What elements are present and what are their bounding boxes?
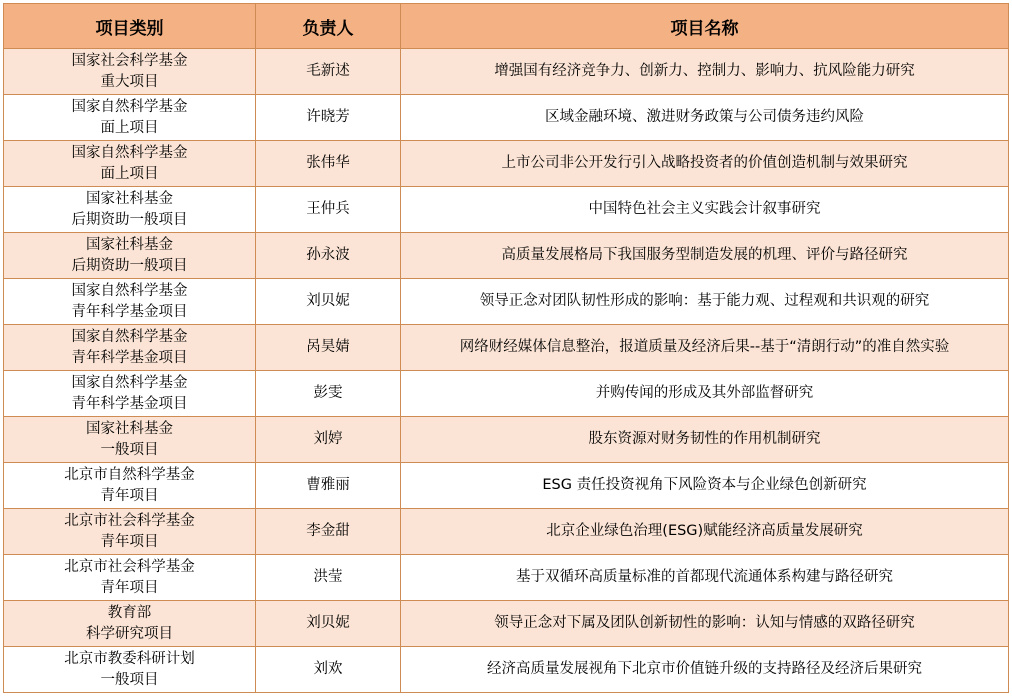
category-cell xyxy=(4,463,256,509)
projects-table-container xyxy=(3,3,1008,693)
table-row xyxy=(4,417,1009,463)
leader-cell: 曹雅丽 xyxy=(256,463,401,509)
category-cell xyxy=(4,49,256,95)
category-line-2: 青年科学基金项目 xyxy=(71,395,188,412)
project-name-cell: 网络财经媒体信息整治，报道质量及经济后果--基于“清朗行动”的准自然实验 xyxy=(401,325,1009,371)
header-project-name: 项目名称 xyxy=(401,4,1009,49)
table-row xyxy=(4,95,1009,141)
leader-cell: 刘贝妮 xyxy=(256,601,401,647)
category-line-2: 青年项目 xyxy=(100,579,159,596)
category-line-1: 国家社科基金 xyxy=(86,420,173,437)
project-name-cell: 区域金融环境、激进财务政策与公司债务违约风险 xyxy=(401,95,1009,141)
category-cell xyxy=(4,647,256,693)
table-row xyxy=(4,601,1009,647)
category-line-2: 青年项目 xyxy=(100,487,159,504)
project-name-cell: 基于双循环高质量标准的首都现代流通体系构建与路径研究 xyxy=(401,555,1009,601)
table-header xyxy=(4,4,1009,49)
category-cell xyxy=(4,509,256,555)
header-leader: 负责人 xyxy=(256,4,401,49)
table-row xyxy=(4,233,1009,279)
category-line-2: 科学研究项目 xyxy=(86,625,173,642)
project-name-cell: 北京企业绿色治理(ESG)赋能经济高质量发展研究 xyxy=(401,509,1009,555)
category-cell xyxy=(4,601,256,647)
category-line-2: 青年科学基金项目 xyxy=(71,303,188,320)
project-name-cell: 股东资源对财务韧性的作用机制研究 xyxy=(401,417,1009,463)
leader-cell: 张伟华 xyxy=(256,141,401,187)
header-category: 项目类别 xyxy=(4,4,256,49)
table-row xyxy=(4,509,1009,555)
category-line-1: 北京市教委科研计划 xyxy=(64,650,195,667)
leader-cell: 孙永波 xyxy=(256,233,401,279)
category-line-2: 青年项目 xyxy=(100,533,159,550)
project-name-cell: 增强国有经济竞争力、创新力、控制力、影响力、抗风险能力研究 xyxy=(401,49,1009,95)
table-row xyxy=(4,187,1009,233)
category-line-1: 北京市社会科学基金 xyxy=(64,558,195,575)
category-line-1: 国家社科基金 xyxy=(86,190,173,207)
category-line-2: 面上项目 xyxy=(100,119,159,136)
category-line-2: 后期资助一般项目 xyxy=(71,257,188,274)
category-line-1: 国家自然科学基金 xyxy=(71,144,188,161)
category-cell xyxy=(4,233,256,279)
category-line-2: 重大项目 xyxy=(100,73,159,90)
table-body xyxy=(4,49,1009,693)
category-cell xyxy=(4,141,256,187)
category-line-1: 国家自然科学基金 xyxy=(71,98,188,115)
table-row xyxy=(4,49,1009,95)
category-line-1: 国家自然科学基金 xyxy=(71,282,188,299)
project-name-cell: 领导正念对下属及团队创新韧性的影响：认知与情感的双路径研究 xyxy=(401,601,1009,647)
table-row xyxy=(4,141,1009,187)
leader-cell: 刘婷 xyxy=(256,417,401,463)
category-line-1: 国家社科基金 xyxy=(86,236,173,253)
category-line-1: 国家自然科学基金 xyxy=(71,374,188,391)
project-name-cell: 领导正念对团队韧性形成的影响：基于能力观、过程观和共识观的研究 xyxy=(401,279,1009,325)
header-row xyxy=(4,4,1009,49)
project-name-cell: 上市公司非公开发行引入战略投资者的价值创造机制与效果研究 xyxy=(401,141,1009,187)
category-line-2: 面上项目 xyxy=(100,165,159,182)
table-row xyxy=(4,555,1009,601)
category-line-2: 一般项目 xyxy=(100,441,159,458)
project-name-cell: 中国特色社会主义实践会计叙事研究 xyxy=(401,187,1009,233)
category-cell xyxy=(4,555,256,601)
project-name-cell: 经济高质量发展视角下北京市价值链升级的支持路径及经济后果研究 xyxy=(401,647,1009,693)
table-row xyxy=(4,371,1009,417)
project-name-cell: ESG 责任投资视角下风险资本与企业绿色创新研究 xyxy=(401,463,1009,509)
table-row xyxy=(4,279,1009,325)
projects-table xyxy=(3,3,1009,693)
leader-cell: 李金甜 xyxy=(256,509,401,555)
category-line-1: 国家社会科学基金 xyxy=(71,52,188,69)
table-row xyxy=(4,325,1009,371)
category-line-1: 北京市社会科学基金 xyxy=(64,512,195,529)
category-line-1: 教育部 xyxy=(107,604,152,621)
project-name-cell: 高质量发展格局下我国服务型制造发展的机理、评价与路径研究 xyxy=(401,233,1009,279)
table-row xyxy=(4,463,1009,509)
table-row xyxy=(4,647,1009,693)
category-line-2: 青年科学基金项目 xyxy=(71,349,188,366)
leader-cell: 刘贝妮 xyxy=(256,279,401,325)
leader-cell: 彭雯 xyxy=(256,371,401,417)
category-cell xyxy=(4,187,256,233)
category-line-1: 国家自然科学基金 xyxy=(71,328,188,345)
category-line-2: 后期资助一般项目 xyxy=(71,211,188,228)
leader-cell: 刘欢 xyxy=(256,647,401,693)
leader-cell: 呙昊婧 xyxy=(256,325,401,371)
category-cell xyxy=(4,95,256,141)
category-cell xyxy=(4,417,256,463)
category-cell xyxy=(4,371,256,417)
leader-cell: 毛新述 xyxy=(256,49,401,95)
category-line-1: 北京市自然科学基金 xyxy=(64,466,195,483)
category-line-2: 一般项目 xyxy=(100,671,159,688)
category-cell xyxy=(4,325,256,371)
leader-cell: 王仲兵 xyxy=(256,187,401,233)
project-name-cell: 并购传闻的形成及其外部监督研究 xyxy=(401,371,1009,417)
leader-cell: 洪莹 xyxy=(256,555,401,601)
leader-cell: 许晓芳 xyxy=(256,95,401,141)
category-cell xyxy=(4,279,256,325)
